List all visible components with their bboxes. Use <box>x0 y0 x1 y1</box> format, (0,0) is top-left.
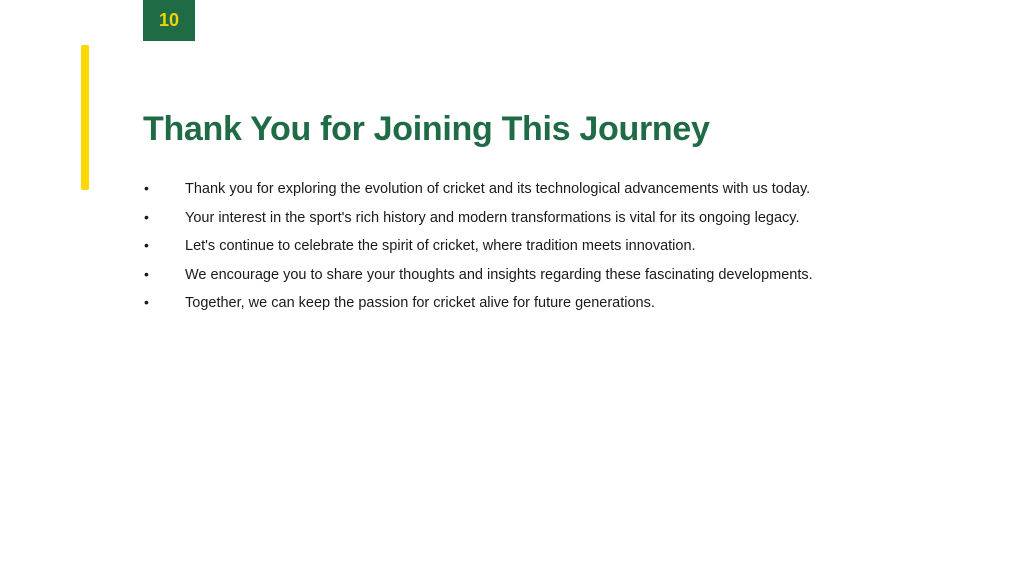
bullet-icon: • <box>144 294 149 310</box>
bullet-text: Your interest in the sport's rich history and modern transformations is vital for its ongoing legacy. <box>185 209 800 226</box>
bullet-icon: • <box>144 180 149 196</box>
bullet-icon: • <box>144 208 149 225</box>
list-item <box>143 237 903 266</box>
page-number-badge <box>143 0 195 41</box>
accent-bar <box>81 45 89 190</box>
bullet-text: Let's continue to celebrate the spirit of cricket, where tradition meets innovation. <box>185 238 696 254</box>
list-item <box>143 266 903 295</box>
list-item <box>143 209 903 238</box>
list-item <box>143 294 903 323</box>
list-item <box>143 180 903 209</box>
page-number: 10 <box>158 10 180 30</box>
bullet-list <box>143 180 903 323</box>
bullet-text: Together, we can keep the passion for cricket alive for future generations. <box>185 295 655 311</box>
bullet-icon: • <box>144 265 149 282</box>
bullet-text: Thank you for exploring the evolution of cricket and its technological advancements with us today. <box>185 181 811 197</box>
slide-title: Thank You for Joining This Journey <box>143 110 710 148</box>
bullet-icon: • <box>144 237 149 253</box>
bullet-text: We encourage you to share your thoughts and insights regarding these fascinating developments. <box>185 266 813 283</box>
